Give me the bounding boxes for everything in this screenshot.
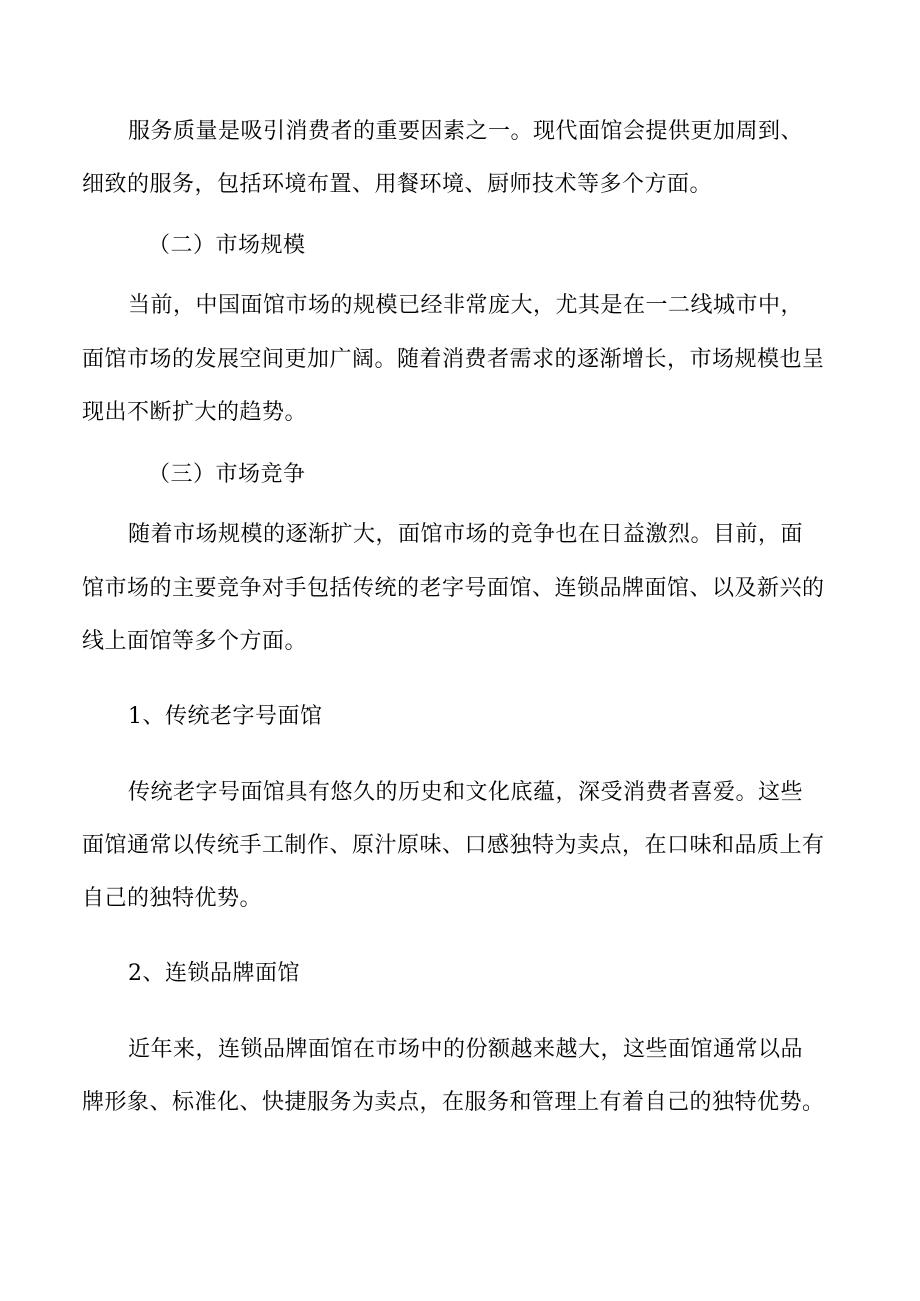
subheading-chain-brand-noodle-shops: 2、连锁品牌面馆 (128, 961, 300, 986)
paragraph-line: 服务质量是吸引消费者的重要因素之一。现代面馆会提供更加周到、 (128, 119, 804, 144)
paragraph-line: 当前，中国面馆市场的规模已经非常庞大，尤其是在一二线城市中， (128, 293, 804, 318)
paragraph-line: 传统老字号面馆具有悠久的历史和文化底蕴，深受消费者喜爱。这些 (128, 780, 804, 805)
paragraph-line: 牌形象、标准化、快捷服务为卖点，在服务和管理上有着自己的独特优势。 (82, 1090, 825, 1115)
paragraph-line: 现出不断扩大的趋势。 (82, 400, 308, 425)
paragraph-line: 面馆通常以传统手工制作、原汁原味、口感独特为卖点，在口味和品质上有 (82, 833, 825, 858)
paragraph-line: 线上面馆等多个方面。 (82, 629, 308, 654)
paragraph-line: 面馆市场的发展空间更加广阔。随着消费者需求的逐渐增长，市场规模也呈 (82, 347, 825, 372)
section-heading-market-size: （二）市场规模 (148, 233, 306, 258)
subheading-traditional-noodle-shops: 1、传统老字号面馆 (128, 704, 323, 729)
paragraph-line: 馆市场的主要竞争对手包括传统的老字号面馆、连锁品牌面馆、以及新兴的 (82, 576, 825, 601)
section-heading-market-competition: （三）市场竞争 (148, 462, 306, 487)
paragraph-line: 自己的独特优势。 (82, 886, 263, 911)
paragraph-line: 细致的服务，包括环境布置、用餐环境、厨师技术等多个方面。 (82, 172, 713, 197)
paragraph-line: 随着市场规模的逐渐扩大，面馆市场的竞争也在日益激烈。目前，面 (128, 522, 804, 547)
paragraph-line: 近年来，连锁品牌面馆在市场中的份额越来越大，这些面馆通常以品 (128, 1037, 804, 1062)
